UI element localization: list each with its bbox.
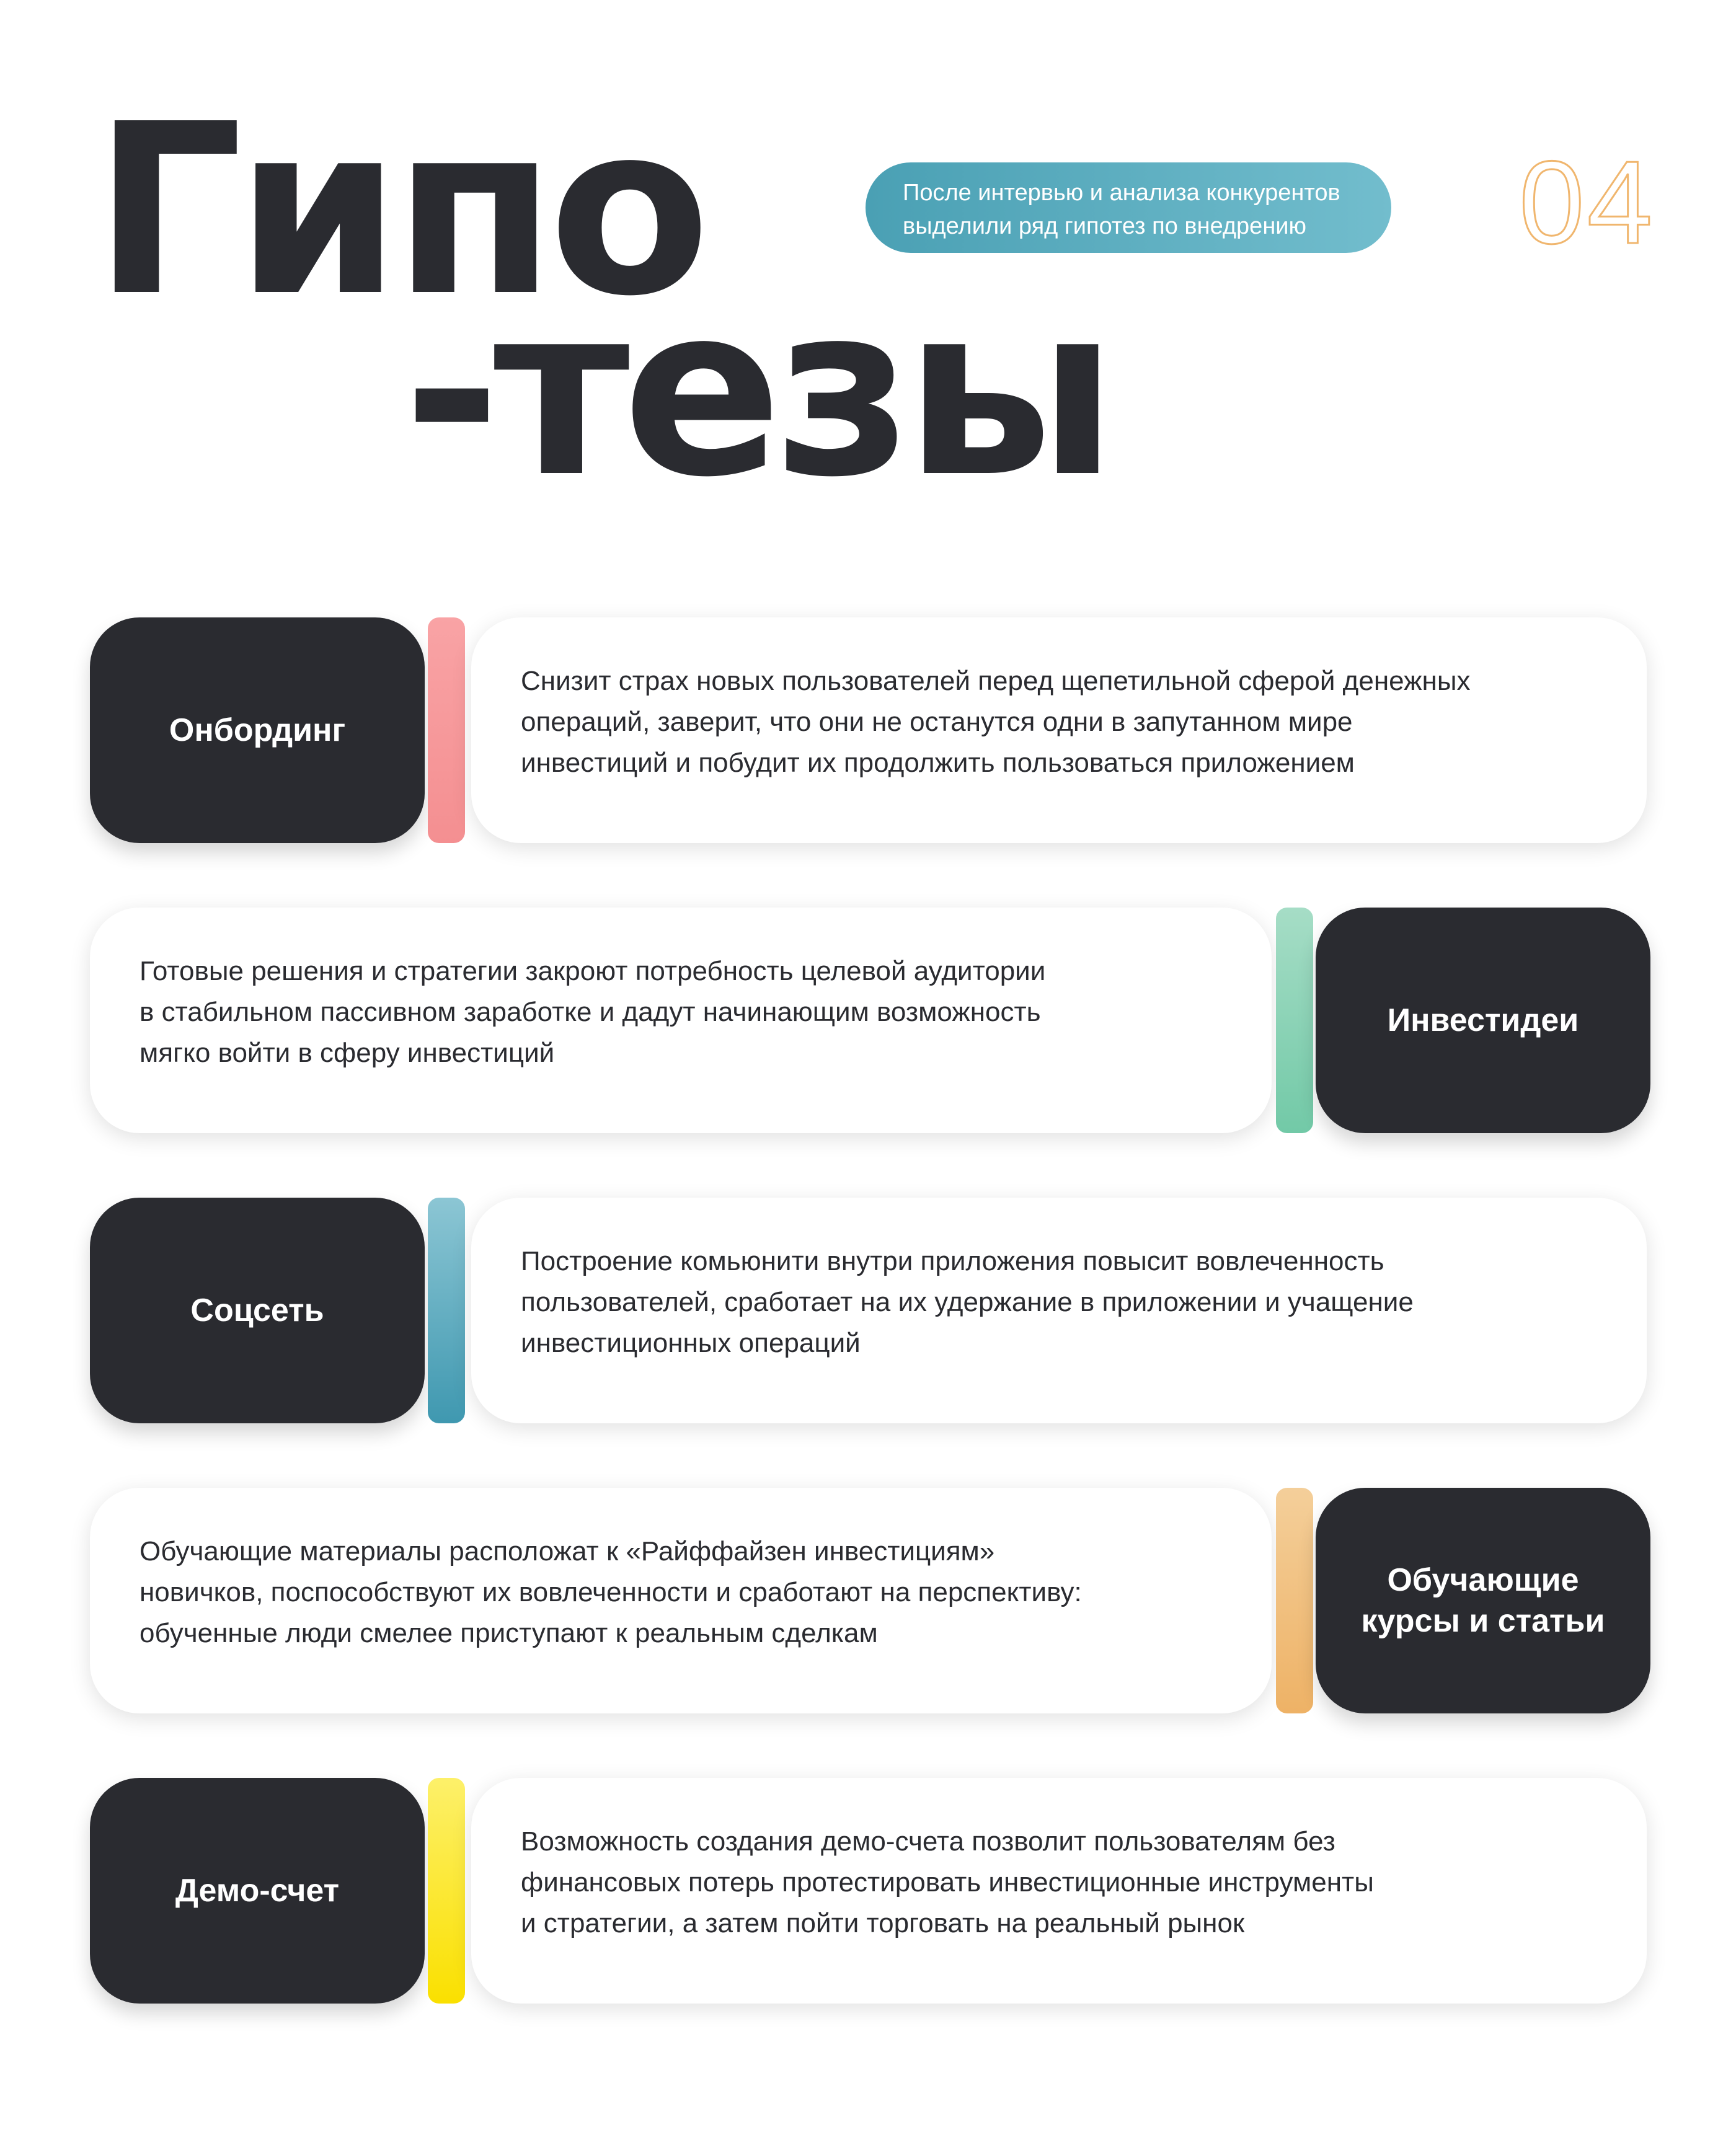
hypothesis-row-onboarding [0, 617, 1736, 843]
hypothesis-text [140, 1531, 1082, 1654]
hypothesis-text [521, 1821, 1374, 1944]
page-title-line-1: Гипо [93, 73, 704, 348]
hypothesis-card-social [471, 1198, 1647, 1423]
accent-bar-courses [1276, 1488, 1313, 1713]
hypothesis-row-social [0, 1198, 1736, 1423]
hypothesis-tag-investideas: Инвестидеи [1316, 908, 1650, 1133]
accent-bar-investideas [1276, 908, 1313, 1133]
hypothesis-tag-onboarding: Онбординг [90, 617, 425, 843]
hypothesis-text [521, 1241, 1414, 1364]
accent-bar-social [428, 1198, 465, 1423]
text-line: операций, заверит, что они не останутся одни в запутанном мире [521, 707, 1353, 737]
intro-pill [866, 162, 1391, 253]
text-line: пользователей, сработает на их удержание в приложении и учащение [521, 1287, 1414, 1317]
hypothesis-card-investideas [90, 908, 1272, 1133]
text-line: инвестиций и побудит их продолжить пользоваться приложением [521, 748, 1355, 778]
hypothesis-card-demo [471, 1778, 1647, 2004]
intro-line-2: выделили ряд гипотез по внедрению [903, 213, 1307, 239]
text-line: обученные люди смелее приступают к реальным сделкам [140, 1618, 878, 1648]
text-line: Построение комьюнити внутри приложения повысит вовлеченность [521, 1246, 1384, 1276]
hypothesis-text [521, 661, 1470, 784]
text-line: финансовых потерь протестировать инвестиционные инструменты [521, 1867, 1374, 1898]
text-line: Готовые решения и стратегии закроют потребность целевой аудитории [140, 956, 1046, 986]
tag-line-2: курсы и статьи [1361, 1603, 1605, 1639]
text-line: инвестиционных операций [521, 1328, 861, 1358]
text-line: в стабильном пассивном заработке и дадут начинающим возможность [140, 997, 1041, 1027]
hypothesis-tag-social: Соцсеть [90, 1198, 425, 1423]
text-line: Возможность создания демо-счета позволит пользователям без [521, 1826, 1335, 1857]
text-line: новичков, поспособствуют их вовлеченности и сработают на перспективу: [140, 1577, 1082, 1607]
text-line: и стратегии, а затем пойти торговать на реальный рынок [521, 1908, 1245, 1938]
hypothesis-tag-courses [1316, 1488, 1650, 1713]
text-line: Обучающие материалы расположат к «Райффайзен инвестициям» [140, 1536, 995, 1567]
hypothesis-text [140, 951, 1045, 1074]
text-line: Снизит страх новых пользователей перед щепетильной сферой денежных [521, 666, 1471, 696]
accent-bar-onboarding [428, 617, 465, 843]
intro-line-1: После интервью и анализа конкурентов [903, 180, 1340, 206]
hypothesis-row-demo [0, 1778, 1736, 2004]
hypothesis-card-onboarding [471, 617, 1647, 843]
tag-line-1: Обучающие [1387, 1562, 1579, 1598]
page-number: 04 [1519, 137, 1655, 268]
hypothesis-card-courses [90, 1488, 1272, 1713]
accent-bar-demo [428, 1778, 465, 2004]
hypothesis-row-investideas [0, 908, 1736, 1133]
hypothesis-tag-demo: Демо-счет [90, 1778, 425, 2004]
hypothesis-row-courses [0, 1488, 1736, 1713]
text-line: мягко войти в сферу инвестиций [140, 1038, 555, 1068]
page-title-line-2: -тезы [403, 254, 1110, 529]
